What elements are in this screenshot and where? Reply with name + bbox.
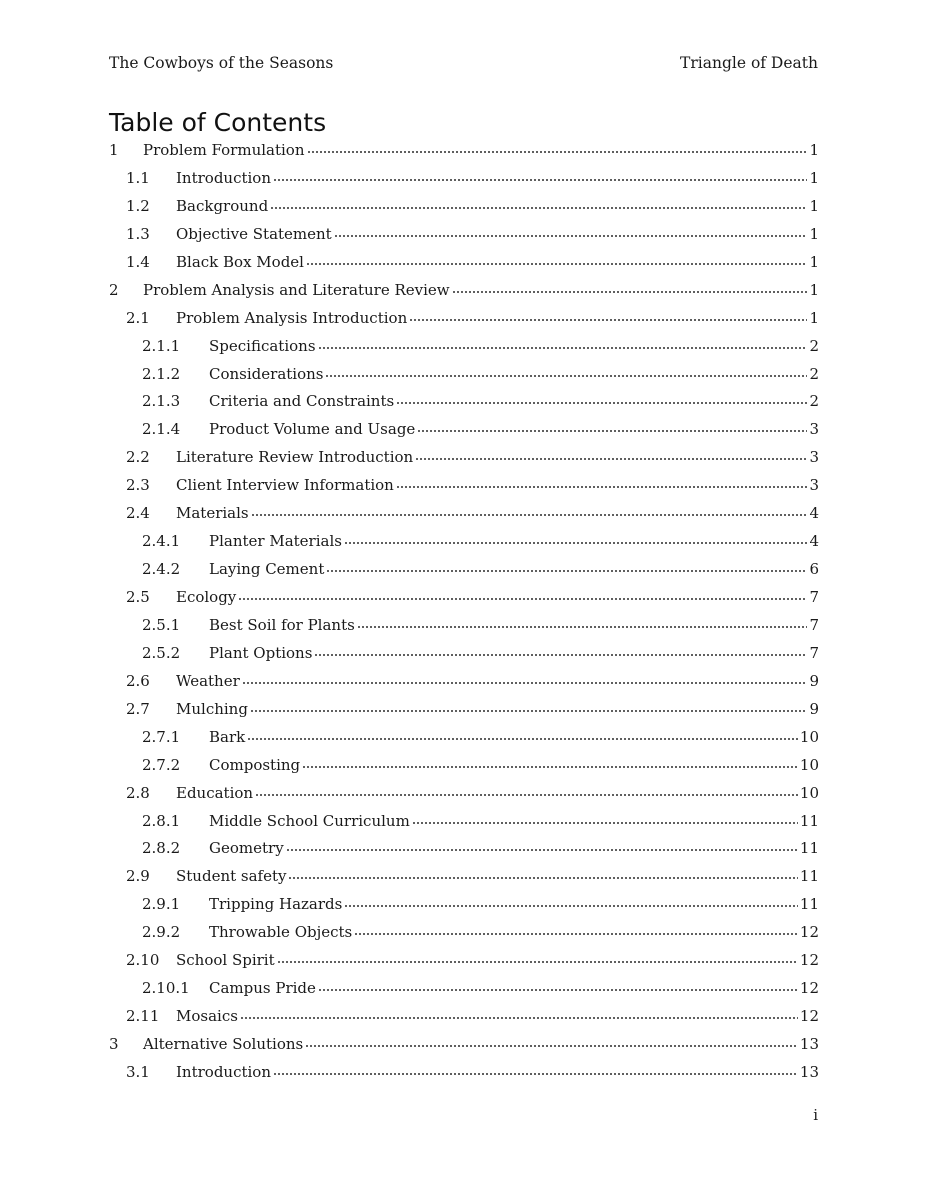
toc-entry-title[interactable]: Literature Review Introduction [176,448,414,467]
toc-entry[interactable] [109,835,819,863]
dot-leader [396,401,807,405]
dot-leader [452,290,808,294]
toc-entry-number: 1.1 [126,168,150,187]
toc-entry-number: 2.5.1 [142,615,181,634]
toc-entry-title[interactable]: Tripping Hazards [209,895,343,914]
dot-leader [344,904,798,908]
toc-entry[interactable] [109,528,819,556]
toc-entry-number: 2.7 [126,699,150,718]
toc-entry-number: 2.11 [126,1007,160,1026]
toc-entry-number: 2.9.2 [142,923,181,942]
toc-entry-page-number[interactable]: 1 [809,141,819,159]
toc-entry-number: 2.4.1 [142,532,181,551]
toc-entry-title[interactable]: Objective Statement [176,224,332,243]
toc-entry-number: 1.3 [126,224,150,243]
toc-entry-title[interactable]: Composting [209,755,301,774]
footer-page-number: i [813,1106,818,1124]
toc-entry-page-number[interactable]: 12 [799,951,819,970]
toc-entry-title[interactable]: Student safety [176,867,287,886]
dot-leader [270,206,807,210]
toc-entry-title[interactable]: School Spirit [176,951,275,970]
dot-leader [251,513,808,517]
toc-entry-number: 2.1.3 [142,392,181,411]
dot-leader [288,876,797,880]
dot-leader [247,737,798,741]
toc-entry-number: 2.5.2 [142,643,181,662]
dot-leader [417,429,807,433]
toc-entry-page-number[interactable]: 9 [809,671,819,690]
toc-heading: Table of Contents [109,108,327,137]
toc-entry[interactable] [109,444,819,472]
toc-entry[interactable] [109,1059,819,1087]
toc-entry-number: 2.1.4 [142,420,181,439]
dot-leader [415,457,807,461]
dot-leader [242,681,808,685]
toc-entry[interactable] [109,249,819,277]
toc-entry-title[interactable]: Black Box Model [176,252,304,271]
toc-entry-title[interactable]: Laying Cement [209,560,325,579]
dot-leader [326,569,807,573]
toc-entry-title[interactable]: Introduction [176,168,271,187]
dot-leader [409,318,807,322]
toc-entry[interactable] [109,500,819,528]
toc-entry-page-number[interactable]: 7 [809,615,819,634]
toc-entry[interactable] [109,724,819,752]
toc-entry-title[interactable]: Introduction [176,1062,271,1081]
toc-entry-page-number[interactable]: 2 [809,364,819,383]
toc-entry-title[interactable]: Specifications [209,336,316,355]
toc-entry-page-number[interactable]: 7 [809,588,819,606]
toc-entry-number: 2.3 [126,476,150,495]
toc-entry-number: 2 [109,280,119,299]
dot-leader [286,848,798,852]
dot-leader [314,653,807,657]
toc-entry[interactable] [109,752,819,780]
toc-entry[interactable] [109,640,819,668]
toc-entry-page-number[interactable]: 13 [799,1035,819,1053]
toc-entry[interactable] [109,947,819,975]
toc-entry-page-number[interactable]: 7 [809,643,819,662]
toc-entry[interactable] [109,333,819,361]
dot-leader [273,178,807,182]
toc-entry-title[interactable]: Education [176,783,254,802]
table-of-contents [109,137,819,1087]
toc-entry[interactable] [109,696,819,724]
toc-entry-title[interactable]: Planter Materials [209,532,342,551]
dot-leader [318,346,808,350]
toc-entry-page-number[interactable]: 6 [809,560,819,579]
toc-entry-number: 2.1.2 [142,364,181,383]
dot-leader [277,960,798,964]
toc-entry-number: 2.1 [126,308,150,327]
dot-leader [273,1072,798,1076]
toc-entry-number: 1.2 [126,196,150,215]
toc-entry[interactable] [109,305,819,333]
toc-entry-page-number[interactable]: 13 [799,1062,819,1081]
toc-entry-page-number[interactable]: 9 [809,699,819,718]
toc-entry-title[interactable]: Client Interview Information [176,476,394,495]
toc-entry[interactable] [109,612,819,640]
toc-entry-page-number[interactable]: 1 [809,196,819,215]
toc-entry-page-number[interactable]: 10 [799,727,819,746]
toc-entry[interactable] [109,137,819,165]
toc-entry-page-number[interactable]: 2 [809,392,819,411]
toc-entry[interactable] [109,668,819,696]
toc-entry-page-number[interactable]: 4 [809,532,819,551]
toc-entry-title[interactable]: Considerations [209,364,324,383]
toc-entry-title[interactable]: Best Soil for Plants [209,615,355,634]
toc-entry[interactable] [109,388,819,416]
dot-leader [334,234,808,238]
toc-entry-page-number[interactable]: 1 [809,252,819,271]
toc-entry[interactable] [109,1003,819,1031]
toc-entry-number: 2.4 [126,504,150,523]
toc-entry[interactable] [109,416,819,444]
toc-entry-title[interactable]: Weather [176,671,240,690]
toc-entry-title[interactable]: Background [176,196,269,215]
dot-leader [412,821,798,825]
dot-leader [344,541,808,545]
dot-leader [307,150,808,154]
toc-entry[interactable] [109,975,819,1003]
toc-entry-number: 2.8.2 [142,839,181,858]
dot-leader [318,988,798,992]
toc-entry-title[interactable]: Mosaics [176,1007,238,1026]
toc-entry-number: 1.4 [126,252,150,271]
toc-entry-page-number[interactable]: 11 [799,839,819,858]
toc-entry-number: 2.7.1 [142,727,181,746]
toc-entry-title[interactable]: Problem Analysis and Literature Review [143,280,450,299]
toc-entry[interactable] [109,863,819,891]
toc-entry-number: 2.9.1 [142,895,181,914]
toc-entry-number: 2.5 [126,588,150,606]
toc-entry-page-number[interactable]: 12 [799,979,819,998]
toc-entry-title[interactable]: Throwable Objects [209,923,353,942]
dot-leader [306,262,807,266]
toc-entry-page-number[interactable]: 2 [809,336,819,355]
toc-entry[interactable] [109,472,819,500]
toc-entry[interactable] [109,277,819,305]
toc-entry-page-number[interactable]: 1 [809,168,819,187]
toc-entry[interactable] [109,165,819,193]
toc-entry[interactable] [109,556,819,584]
dot-leader [357,625,808,629]
dot-leader [305,1044,798,1048]
toc-entry[interactable] [109,193,819,221]
toc-entry-title[interactable]: Alternative Solutions [143,1035,304,1053]
toc-entry-page-number[interactable]: 12 [799,923,819,942]
toc-entry-page-number[interactable]: 10 [799,783,819,802]
toc-entry-title[interactable]: Plant Options [209,643,313,662]
toc-entry-page-number[interactable]: 10 [799,755,819,774]
toc-entry-title[interactable]: Mulching [176,699,248,718]
running-header-left: The Cowboys of the Seasons [109,54,334,72]
toc-entry-number: 2.4.2 [142,560,181,579]
toc-entry-page-number[interactable]: 1 [809,224,819,243]
toc-entry-title[interactable]: Bark [209,727,246,746]
toc-entry-number: 2.8 [126,783,150,802]
toc-entry[interactable] [109,1031,819,1059]
dot-leader [255,793,798,797]
toc-entry-number: 1 [109,141,119,159]
toc-entry-number: 2.6 [126,671,150,690]
toc-entry-page-number[interactable]: 3 [809,448,819,467]
toc-entry-title[interactable]: Materials [176,504,249,523]
toc-entry-page-number[interactable]: 3 [809,476,819,495]
toc-entry-title[interactable]: Geometry [209,839,284,858]
toc-entry-number: 2.2 [126,448,150,467]
toc-entry-page-number[interactable]: 11 [799,867,819,886]
dot-leader [354,932,798,936]
toc-entry-number: 2.8.1 [142,811,181,830]
toc-entry-title[interactable]: Criteria and Constraints [209,392,395,411]
toc-entry-page-number[interactable]: 1 [809,280,819,299]
dot-leader [238,597,807,601]
toc-entry[interactable] [109,221,819,249]
toc-entry-page-number[interactable]: 4 [809,504,819,523]
toc-entry-title[interactable]: Middle School Curriculum [209,811,410,830]
toc-entry-number: 2.1.1 [142,336,181,355]
toc-entry[interactable] [109,919,819,947]
toc-entry-page-number[interactable]: 11 [799,811,819,830]
toc-entry[interactable] [109,808,819,836]
dot-leader [325,374,807,378]
toc-entry[interactable] [109,361,819,389]
dot-leader [396,485,808,489]
toc-entry-number: 2.10.1 [142,979,190,998]
toc-entry-number: 3.1 [126,1062,150,1081]
toc-entry-number: 2.7.2 [142,755,181,774]
toc-entry[interactable] [109,891,819,919]
toc-entry-title[interactable]: Campus Pride [209,979,316,998]
toc-entry-title[interactable]: Ecology [176,588,237,606]
toc-entry-number: 2.10 [126,951,160,970]
toc-entry-title[interactable]: Problem Formulation [143,141,305,159]
toc-entry-page-number[interactable]: 3 [809,420,819,439]
toc-entry-title[interactable]: Product Volume and Usage [209,420,416,439]
dot-leader [302,765,798,769]
toc-entry-number: 3 [109,1035,119,1053]
toc-entry-page-number[interactable]: 1 [809,308,819,327]
toc-entry-page-number[interactable]: 12 [799,1007,819,1026]
toc-entry-title[interactable]: Problem Analysis Introduction [176,308,408,327]
toc-entry[interactable] [109,780,819,808]
dot-leader [240,1016,798,1020]
toc-entry[interactable] [109,584,819,612]
toc-entry-number: 2.9 [126,867,150,886]
dot-leader [250,709,808,713]
toc-entry-page-number[interactable]: 11 [799,895,819,914]
running-header-right: Triangle of Death [680,54,818,72]
